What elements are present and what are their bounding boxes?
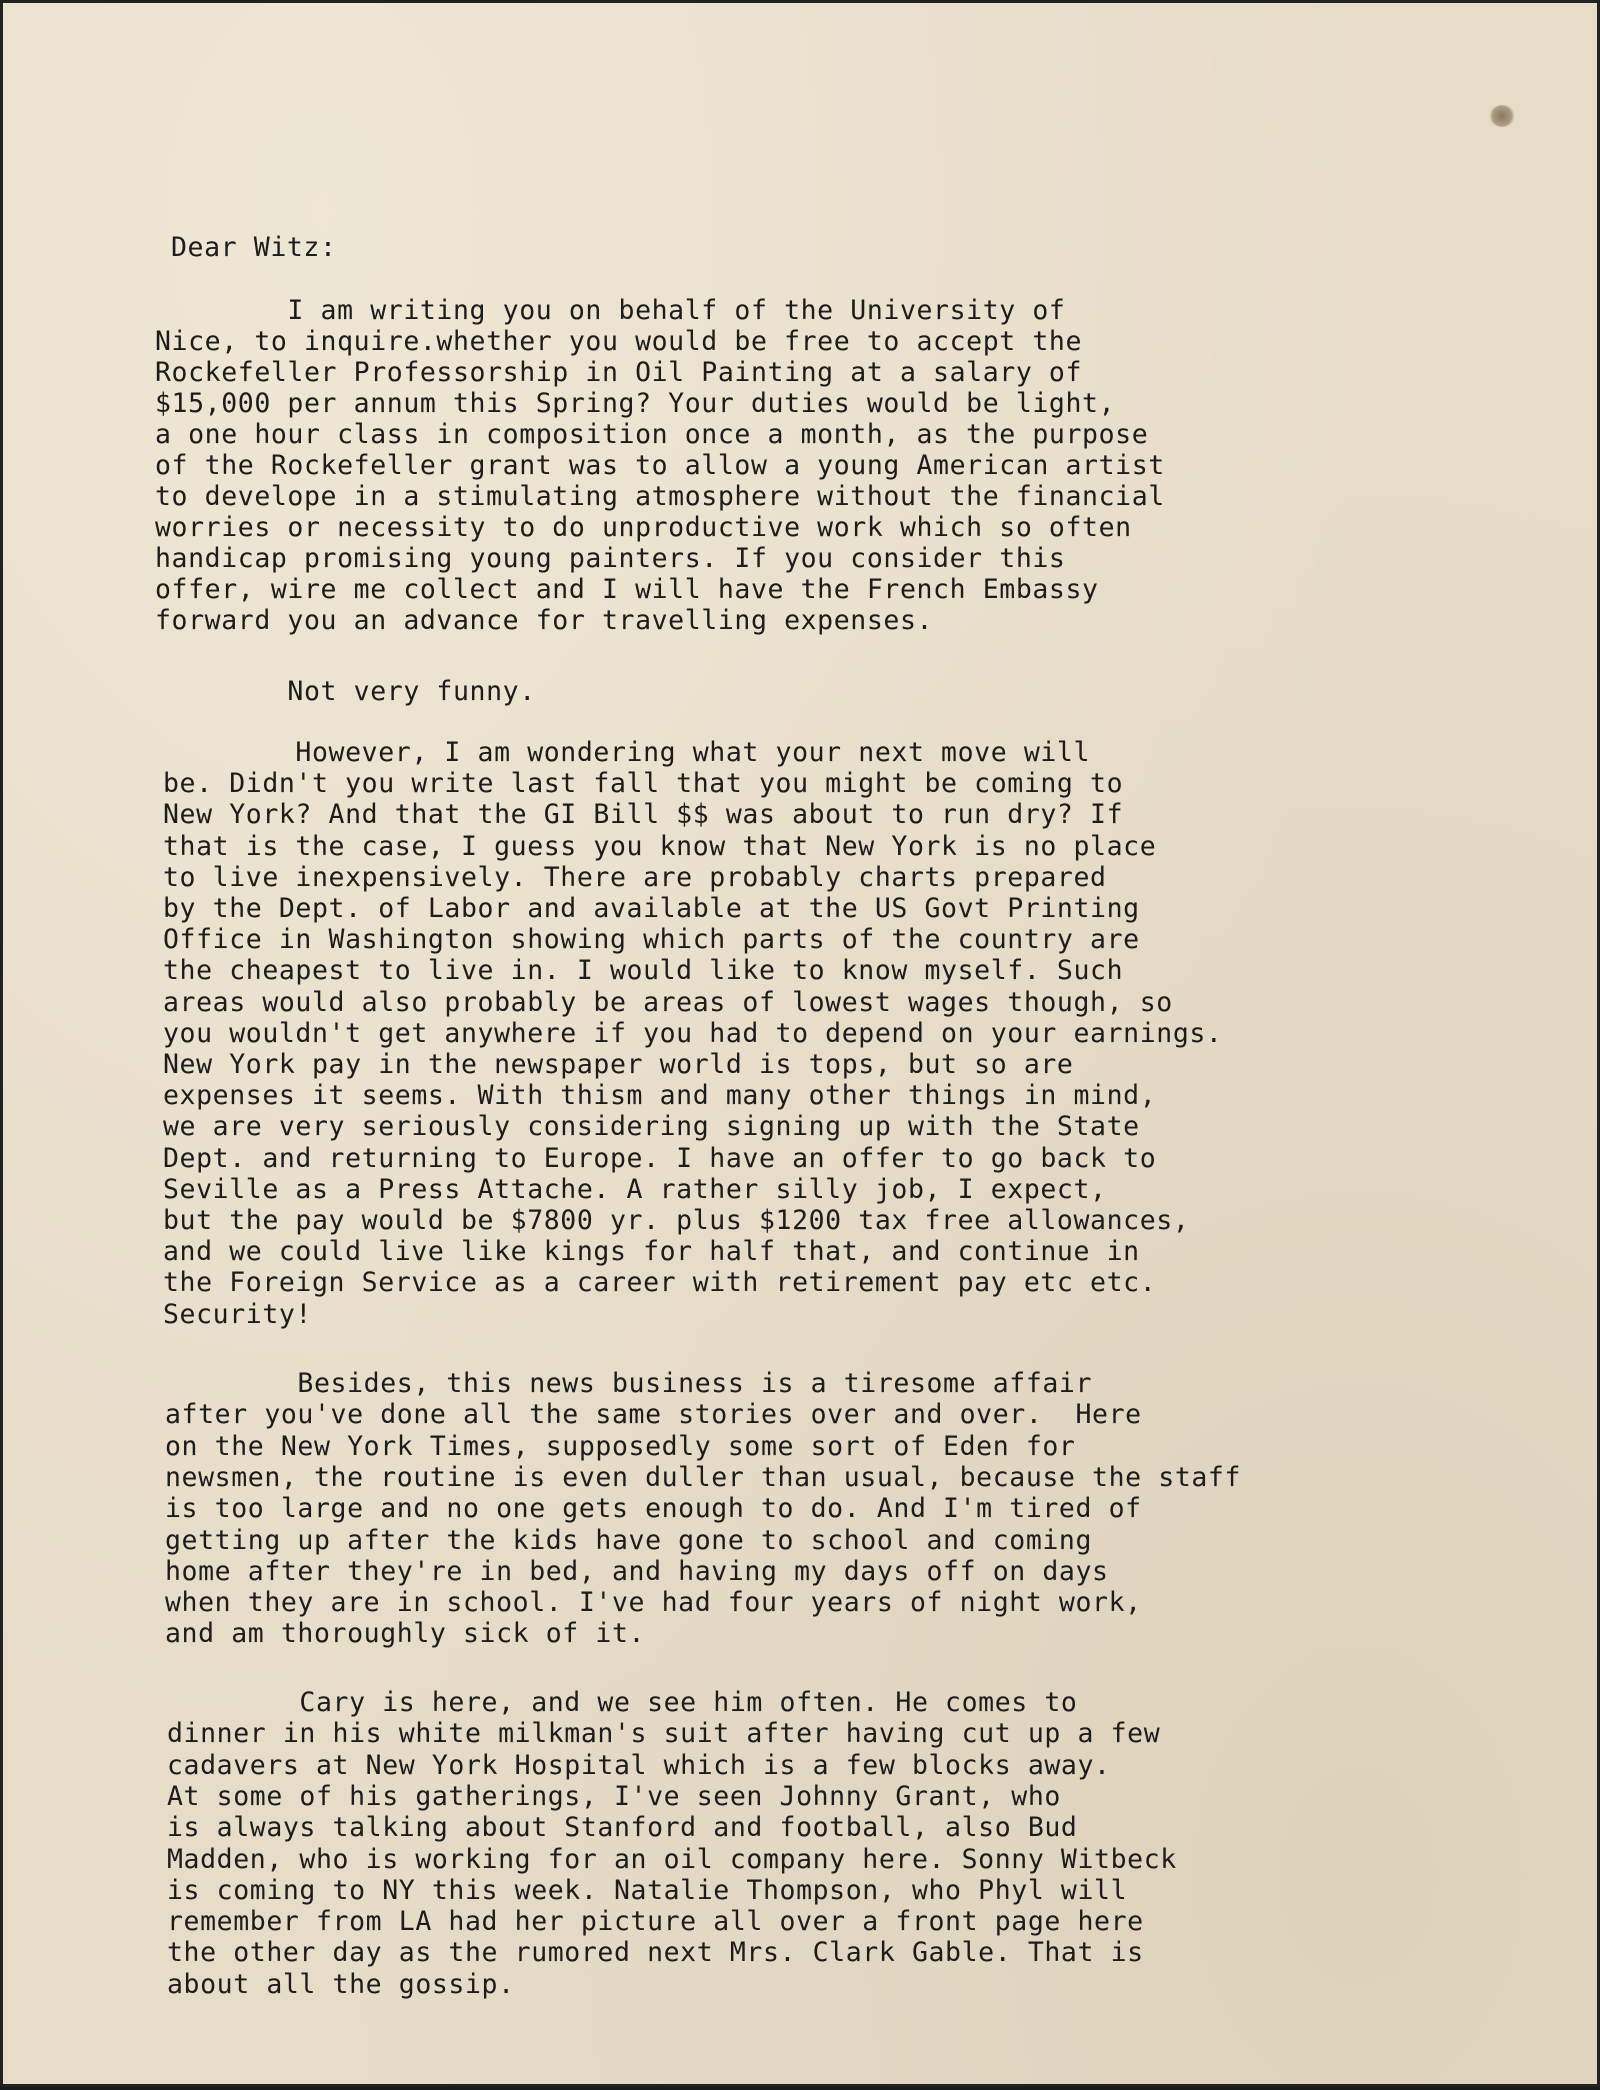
paragraph-gossip-line: the other day as the rumored next Mrs. Clark Gable. That is (167, 1937, 1144, 1968)
paragraph-news-business-line: Besides, this news business is a tiresome affair (165, 1368, 1093, 1399)
paragraph-news-business-line: when they are in school. I've had four years of night work, (165, 1587, 1142, 1618)
paragraph-next-move-line: be. Didn't you write last fall that you might be coming to (163, 768, 1124, 799)
paragraph-university-offer-line: to develope in a stimulating atmosphere without the financial (155, 481, 1165, 512)
paragraph-news-business-line: and am thoroughly sick of it. (165, 1618, 646, 1649)
paragraph-university-offer-line: $15,000 per annum this Spring? Your duties would be light, (155, 388, 1116, 419)
paragraph-gossip-line: At some of his gatherings, I've seen Johnny Grant, who (167, 1781, 1061, 1812)
paragraph-gossip-line: is coming to NY this week. Natalie Thompson, who Phyl will (167, 1875, 1128, 1906)
paragraph-university-offer-line: of the Rockefeller grant was to allow a young American artist (155, 450, 1165, 481)
paragraph-next-move-line: but the pay would be $7800 yr. plus $1200 tax free allowances, (163, 1205, 1190, 1236)
paragraph-university-offer-line: forward you an advance for travelling expenses. (155, 605, 934, 636)
paragraph-university-offer-line: Nice, to inquire.whether you would be free to accept the (155, 326, 1083, 357)
paragraph-gossip-line: is always talking about Stanford and football, also Bud (167, 1812, 1078, 1843)
paragraph-gossip-line: Cary is here, and we see him often. He comes to (167, 1687, 1078, 1718)
paragraph-university-offer-line: offer, wire me collect and I will have the French Embassy (155, 574, 1099, 605)
salutation: Dear Witz: (171, 232, 337, 263)
paragraph-news-business-line: getting up after the kids have gone to school and coming (165, 1525, 1093, 1556)
paragraph-next-move-line: you wouldn't get anywhere if you had to depend on your earnings. (163, 1018, 1223, 1049)
paragraph-next-move-line: areas would also probably be areas of lowest wages though, so (163, 987, 1173, 1018)
paragraph-next-move-line: that is the case, I guess you know that New York is no place (163, 831, 1157, 862)
paragraph-gossip-line: dinner in his white milkman's suit after having cut up a few (167, 1718, 1161, 1749)
paragraph-next-move-line: Security! (163, 1299, 312, 1330)
paragraph-next-move-line: and we could live like kings for half that, and continue in (163, 1236, 1140, 1267)
paragraph-university-offer-line: Rockefeller Professorship in Oil Painting at a salary of (155, 357, 1083, 388)
paragraph-gossip-line: Madden, who is working for an oil company here. Sonny Witbeck (167, 1844, 1177, 1875)
paragraph-gossip-line: about all the gossip. (167, 1969, 515, 2000)
paragraph-news-business-line: after you've done all the same stories over and over. Here (165, 1399, 1142, 1430)
paragraph-gossip-line: cadavers at New York Hospital which is a few blocks away. (167, 1750, 1111, 1781)
paragraph-next-move-line: Seville as a Press Attache. A rather silly job, I expect, (163, 1174, 1107, 1205)
paragraph-university-offer-line: I am writing you on behalf of the University of (155, 295, 1066, 326)
paragraph-next-move-line: Dept. and returning to Europe. I have an offer to go back to (163, 1143, 1157, 1174)
paragraph-next-move-line: by the Dept. of Labor and available at the US Govt Printing (163, 893, 1140, 924)
paragraph-university-offer-line: a one hour class in composition once a month, as the purpose (155, 419, 1149, 450)
paragraph-next-move-line: expenses it seems. With thism and many other things in mind, (163, 1080, 1157, 1111)
paragraph-next-move-line: However, I am wondering what your next move will (163, 737, 1091, 768)
paragraph-next-move-line: the Foreign Service as a career with retirement pay etc etc. (163, 1267, 1157, 1298)
paragraph-university-offer-line: worries or necessity to do unproductive work which so often (155, 512, 1132, 543)
letter-body (3, 3, 1600, 2090)
paragraph-news-business-line: home after they're in bed, and having my days off on days (165, 1556, 1109, 1587)
paragraph-university-offer-line: handicap promising young painters. If you consider this (155, 543, 1066, 574)
paragraph-news-business-line: on the New York Times, supposedly some sort of Eden for (165, 1431, 1076, 1462)
paragraph-news-business-line: newsmen, the routine is even duller than usual, because the staff (165, 1462, 1242, 1493)
paragraph-next-move-line: New York? And that the GI Bill $$ was about to run dry? If (163, 799, 1124, 830)
paragraph-gossip-line: remember from LA had her picture all over a front page here (167, 1906, 1144, 1937)
paragraph-next-move-line: to live inexpensively. There are probably charts prepared (163, 862, 1107, 893)
paragraph-not-funny-line: Not very funny. (155, 676, 536, 707)
paragraph-next-move-line: New York pay in the newspaper world is tops, but so are (163, 1049, 1074, 1080)
paragraph-next-move-line: Office in Washington showing which parts of the country are (163, 924, 1140, 955)
paragraph-next-move-line: we are very seriously considering signing up with the State (163, 1111, 1140, 1142)
paragraph-next-move-line: the cheapest to live in. I would like to know myself. Such (163, 955, 1124, 986)
paragraph-news-business-line: is too large and no one gets enough to do. And I'm tired of (165, 1493, 1142, 1524)
